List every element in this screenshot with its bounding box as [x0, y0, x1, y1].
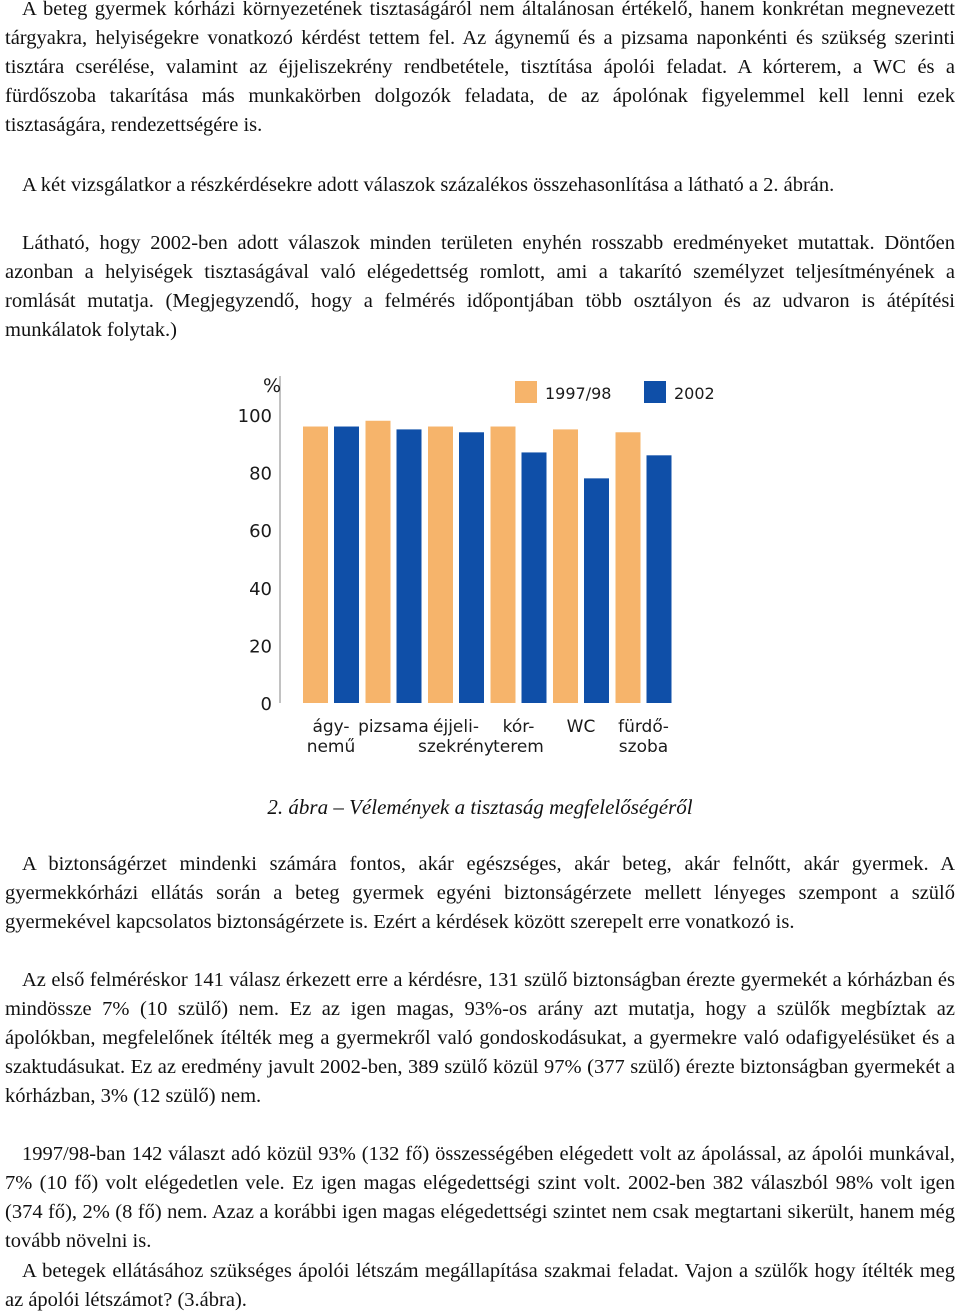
bar-series2 — [397, 429, 422, 703]
bar-series1 — [303, 427, 328, 703]
figure-caption: 2. ábra – Vélemények a tisztaság megfelelőségéről — [267, 795, 693, 819]
y-tick-label: 60 — [249, 521, 272, 543]
y-axis-unit-label: % — [262, 375, 282, 397]
x-category-label: szoba — [618, 737, 669, 757]
x-category-label: WC — [566, 717, 596, 737]
paragraph-first-survey: Az első felméréskor 141 válasz érkezett erre a kérdésre, 131 szülő biztonságban érezte gyermekét a kórházban és mindössze 7% (10 szülő) nem. Ez az igen magas, 93%-os arány azt mutatja, hogy a szülők megbíztak az ápolókban, megfelelőnek ítélték meg a gyermekről való gondoskodásukat, a gyermekre való odafigyelésüket és a szaktudásukat. Ez az eredmény javult 2002-ben, 389 szülő közül 97% (377 szülő) érezte biztonságban gyermekét a kórházban, 3% (12 szülő) nem. — [5, 969, 955, 1107]
x-category-label: pizsama — [358, 717, 429, 737]
x-category-label: kór- — [502, 717, 535, 737]
bar-series2 — [459, 432, 484, 703]
legend-label: 1997/98 — [545, 384, 612, 403]
paragraph-staffing: A betegek ellátásához szükséges ápolói létszám megállapítása szakmai feladat. Vajon a szülők hogy ítélték meg az ápolói létszámot? (3.ábra). — [5, 1260, 955, 1311]
y-tick-label: 40 — [249, 578, 272, 600]
y-tick-label: 0 — [260, 694, 272, 715]
paragraph-2002-results: Látható, hogy 2002-ben adott válaszok minden területen enyhén rosszabb eredményeket mutattak. Döntően azonban a helyiségek tisztaságával való elégedettség romlott, ami a takarító személyzet teljesítményének a romlását mutatja. (Megjegyzendő, hogy a felmérés időpontjában több osztályon és az udvaron is átépítési munkálatok folytak.) — [5, 232, 955, 341]
bar-series2 — [584, 478, 609, 703]
bar-series2 — [647, 455, 672, 703]
figure-2-chart — [228, 362, 748, 772]
bar-series2 — [522, 452, 547, 703]
bar-series1 — [616, 432, 641, 703]
x-category-label: nemű — [306, 737, 356, 757]
bar-series1 — [428, 427, 453, 703]
bar-series1 — [366, 421, 391, 703]
paragraph-comparison-intro: A két vizsgálatkor a részkérdésekre adott válaszok százalékos összehasonlítása a látható a 2. ábrán. — [22, 174, 835, 196]
bar-chart — [228, 362, 748, 772]
bar-series2 — [334, 427, 359, 703]
x-category-label: fürdő- — [618, 717, 669, 737]
paragraph-sense-of-security: A biztonságérzet mindenki számára fontos, akár egészséges, akár beteg, akár felnőtt, akár gyermek. A gyermekkórházi ellátás során a beteg gyermek egyéni biztonságérzete mellett lényeges szempont a szülő gyermekével kapcsolatos biztonságérzete is. Ezért a kérdések között szerepelt erre vonatkozó is. — [5, 853, 955, 933]
y-tick-label: 100 — [237, 406, 272, 427]
legend-swatch — [644, 381, 666, 403]
paragraph-satisfaction: 1997/98-ban 142 választ adó közül 93% (132 fő) összességében elégedett volt az ápolással, az ápolói munkával, 7% (10 fő) volt elégedetlen vele. Ez igen magas elégedettségi szint volt. 2002-ben 382 válaszból 98% volt igen (374 fő), 2% (8 fő) nem. Azaz a korábbi igen magas elégedettségi szintet nem csak megtartani sikerült, hanem még tovább növelni is. — [5, 1143, 955, 1252]
y-tick-label: 20 — [249, 636, 272, 658]
paragraph-cleanliness-question: A beteg gyermek kórházi környezetének tisztaságáról nem általánosan értékelő, hanem konkrétan megnevezett tárgyakra, helyiségekre vonatkozó kérdést tettem fel. Az ágynemű és a pizsama naponkénti és szükség szerinti tisztára cserélése, valamint az éjjeliszekrény rendbetétele, tisztítása ápolói feladat. A kórterem, a WC és a fürdőszoba takarítása más munkakörben dolgozók feladata, de az ápolónak figyelemmel kell lenni ezek tisztaságára, rendezettségére is. — [5, 0, 955, 136]
x-category-label: szekrény — [418, 737, 494, 757]
legend-label: 2002 — [674, 384, 715, 403]
x-category-label: ágy- — [312, 717, 350, 737]
x-category-label: éjjeli- — [433, 717, 479, 737]
bar-series1 — [553, 429, 578, 703]
bar-series1 — [491, 427, 516, 703]
legend-swatch — [515, 381, 537, 403]
x-category-label: terem — [493, 737, 544, 757]
y-tick-label: 80 — [249, 463, 272, 485]
